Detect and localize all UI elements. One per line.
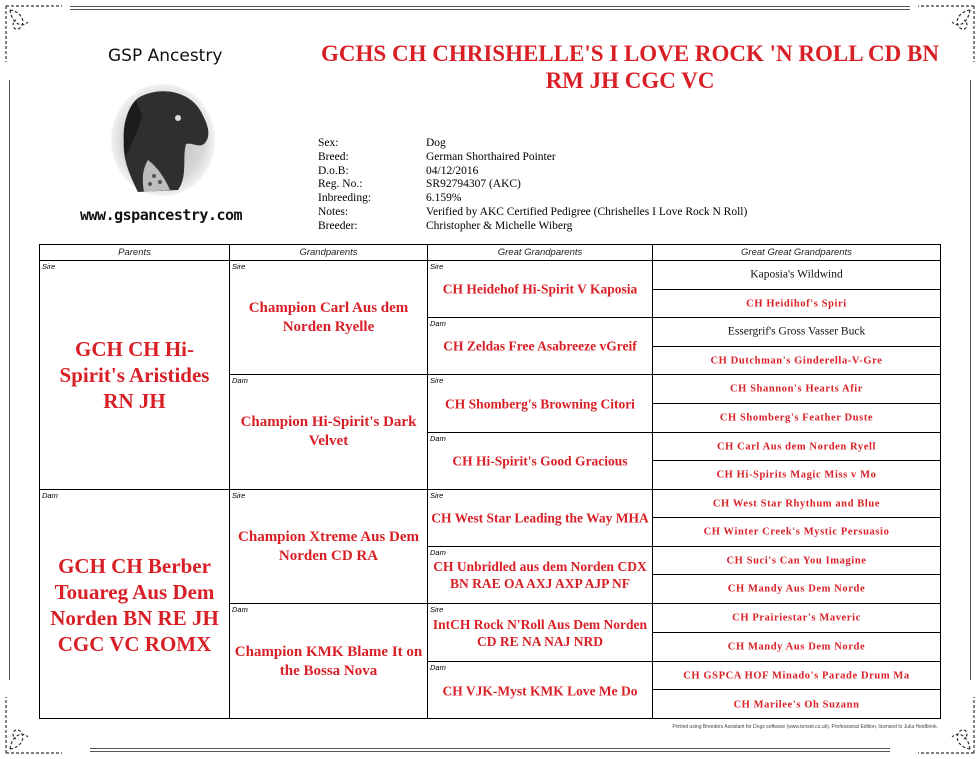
- info-value: Verified by AKC Certified Pedigree (Chrishelles I Love Rock N Roll): [426, 205, 748, 218]
- parent-dam[interactable]: [40, 490, 230, 719]
- great-great-grandparent-cell[interactable]: [653, 261, 940, 290]
- info-value: German Shorthaired Pointer: [426, 150, 556, 163]
- great-great-grandparent-cell[interactable]: [653, 575, 940, 604]
- great-grandparent-cell[interactable]: [428, 261, 653, 318]
- sire-tag: Sire: [430, 376, 444, 385]
- great-grandparent-cell[interactable]: [428, 375, 653, 433]
- info-value: 04/12/2016: [426, 164, 479, 177]
- great-great-grandparent-cell[interactable]: [653, 633, 940, 662]
- great-grandparent-name: CH Heidehof Hi-Spirit V Kaposia: [442, 281, 638, 297]
- info-label: Reg. No.:: [318, 178, 363, 191]
- great-great-grandparent-name: CH Shomberg's Feather Duste: [719, 412, 874, 424]
- frame-top-line-2: [70, 9, 910, 10]
- great-great-grandparent-cell[interactable]: [653, 604, 940, 633]
- info-row: [318, 192, 747, 206]
- great-grandparent-name: CH Hi-Spirit's Good Gracious: [452, 453, 628, 469]
- parent-name: GCH CH Berber Touareg Aus Dem Norden BN RE JH CGC VC ROMX: [50, 553, 219, 656]
- sire-tag: Sire: [430, 605, 444, 614]
- pedigree-table: [39, 244, 941, 719]
- info-row: [318, 165, 747, 179]
- great-grandparent-cell[interactable]: [428, 490, 653, 547]
- sire-tag: Sire: [42, 262, 56, 271]
- grandparent-cell[interactable]: [230, 604, 428, 719]
- parent-sire[interactable]: [40, 261, 230, 490]
- great-great-grandparent-name: CH Shannon's Hearts Afir: [729, 383, 864, 395]
- info-row: [318, 137, 747, 151]
- info-row: [318, 206, 747, 220]
- great-great-grandparent-name: Kaposia's Wildwind: [750, 268, 843, 281]
- info-label: Sex:: [318, 137, 339, 149]
- frame-right-line: [970, 80, 971, 680]
- great-grandparent-name: CH Shomberg's Browning Citori: [445, 396, 635, 411]
- info-value: Dog: [426, 137, 446, 149]
- grandparent-cell[interactable]: [230, 375, 428, 490]
- header-grandparents: Grandparents: [230, 245, 428, 261]
- great-great-grandparent-name: CH Suci's Can You Imagine: [726, 555, 867, 566]
- info-row: [318, 151, 747, 165]
- dam-tag: Dam: [430, 434, 446, 443]
- great-great-grandparent-cell[interactable]: [653, 490, 940, 518]
- great-grandparent-name: CH West Star Leading the Way MHA: [431, 510, 649, 526]
- sire-tag: Sire: [430, 491, 444, 500]
- sire-tag: Sire: [232, 262, 246, 271]
- logo-url: www.gspancestry.com: [80, 206, 243, 224]
- great-great-grandparent-cell[interactable]: [653, 375, 940, 404]
- corner-ornament-top-left: [2, 2, 72, 72]
- great-great-grandparent-cell[interactable]: [653, 690, 940, 719]
- header-great-grandparents: Great Grandparents: [428, 245, 653, 261]
- great-grandparent-name: CH Zeldas Free Asabreeze vGreif: [443, 338, 637, 354]
- great-great-grandparent-cell[interactable]: [653, 461, 940, 490]
- great-grandparent-cell[interactable]: [428, 433, 653, 490]
- great-grandparent-name: IntCH Rock N'Roll Aus Dem Norden CD RE NA NAJ NRD: [432, 616, 648, 649]
- great-grandparent-cell[interactable]: [428, 662, 653, 719]
- grandparent-cell[interactable]: [230, 490, 428, 604]
- info-value: Christopher & Michelle Wiberg: [426, 219, 573, 232]
- great-great-grandparent-cell[interactable]: [653, 518, 940, 547]
- great-great-grandparent-name: CH Hi-Spirits Magic Miss v Mo: [716, 469, 877, 481]
- great-great-grandparent-cell[interactable]: [653, 433, 940, 461]
- great-grandparent-cell[interactable]: [428, 318, 653, 375]
- header-parents: Parents: [40, 245, 230, 261]
- great-great-grandparent-name: CH West Star Rhythum and Blue: [712, 498, 881, 509]
- print-footer: Printed using Breeders Assistant for Dogs software (www.tenset.co.uk). Professional Edition, licensed to Julia Heidbrink.: [672, 724, 938, 730]
- info-value: SR92794307 (AKC): [426, 178, 521, 191]
- great-great-grandparent-name: CH Mandy Aus Dem Norde: [727, 583, 866, 595]
- great-grandparent-name: CH VJK-Myst KMK Love Me Do: [442, 683, 638, 698]
- frame-bottom-line: [90, 748, 890, 749]
- grandparent-name: Champion KMK Blame It on the Bossa Nova: [234, 643, 423, 679]
- dog-info: [318, 137, 747, 234]
- parent-name: GCH CH Hi-Spirit's Aristides RN JH: [59, 337, 210, 413]
- info-label: Notes:: [318, 205, 349, 218]
- great-great-grandparent-cell[interactable]: [653, 318, 940, 347]
- info-label: Breeder:: [318, 219, 358, 232]
- info-row: [318, 178, 747, 192]
- info-row: [318, 220, 747, 234]
- dam-tag: Dam: [232, 605, 248, 614]
- great-great-grandparent-name: CH Prairiestar's Maveric: [732, 612, 861, 624]
- header-great-great-grandparents: Great Great Grandparents: [653, 245, 940, 261]
- info-label: Breed:: [318, 150, 349, 163]
- great-great-grandparent-name: CH Dutchman's Ginderella-V-Gre: [710, 355, 883, 366]
- dam-tag: Dam: [42, 491, 58, 500]
- great-great-grandparent-name: CH GSPCA HOF Minado's Parade Drum Ma: [683, 670, 910, 681]
- grandparent-cell[interactable]: [230, 261, 428, 375]
- info-value: 6.159%: [426, 192, 462, 205]
- great-great-grandparent-name: CH Marilee's Oh Suzann: [733, 699, 860, 710]
- frame-bottom-line-2: [90, 751, 890, 752]
- great-great-grandparent-name: CH Heidihof's Spiri: [746, 298, 847, 309]
- grandparent-name: Champion Hi-Spirit's Dark Velvet: [240, 414, 417, 449]
- dam-tag: Dam: [430, 663, 446, 672]
- great-great-grandparent-name: CH Winter Creek's Mystic Persuasio: [703, 526, 890, 538]
- sire-tag: Sire: [232, 491, 246, 500]
- sire-tag: Sire: [430, 262, 444, 271]
- great-great-grandparent-name: CH Carl Aus dem Norden Ryell: [716, 441, 877, 452]
- great-great-grandparent-cell[interactable]: [653, 404, 940, 433]
- grandparent-name: Champion Carl Aus dem Norden Ryelle: [248, 299, 409, 335]
- dam-tag: Dam: [430, 319, 446, 328]
- great-grandparent-name: CH Unbridled aus dem Norden CDX BN RAE OA AXJ AXP AJP NF: [433, 559, 647, 591]
- info-label: D.o.B:: [318, 164, 349, 177]
- great-great-grandparent-cell[interactable]: [653, 347, 940, 375]
- great-great-grandparent-name: CH Mandy Aus Dem Norde: [727, 641, 866, 653]
- info-label: Inbreeding:: [318, 192, 372, 205]
- great-great-grandparent-cell[interactable]: [653, 547, 940, 575]
- frame-left-line: [9, 80, 10, 680]
- frame-top-line: [70, 6, 910, 7]
- great-great-grandparent-cell[interactable]: [653, 290, 940, 318]
- dam-tag: Dam: [430, 548, 446, 557]
- dam-tag: Dam: [232, 376, 248, 385]
- dog-portrait-image: [108, 80, 218, 198]
- great-great-grandparent-cell[interactable]: [653, 662, 940, 690]
- great-great-grandparent-name: Essergrif's Gross Vasser Buck: [727, 325, 866, 338]
- logo-title: GSP Ancestry: [108, 46, 223, 66]
- dog-title: GCHS CH CHRISHELLE'S I LOVE ROCK 'N ROLL CD BN RM JH CGC VC: [321, 41, 939, 93]
- great-grandparent-cell[interactable]: [428, 604, 653, 662]
- grandparent-name: Champion Xtreme Aus Dem Norden CD RA: [238, 528, 419, 564]
- great-grandparent-cell[interactable]: [428, 547, 653, 604]
